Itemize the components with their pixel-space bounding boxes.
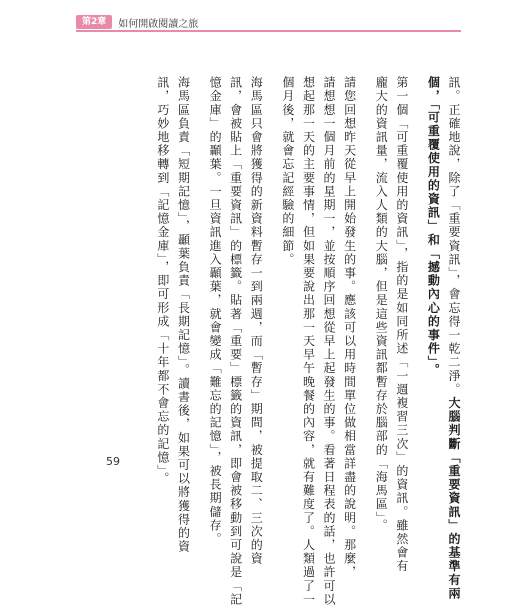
text-column [225, 76, 246, 606]
text-column [423, 76, 444, 416]
text-run: 請想想一個月前的星期一，並按順序回想從早上起發生的事。看著日程表的話，也許可以 [322, 76, 337, 606]
text-column [443, 76, 464, 601]
text-run: 想起那一天的主要事情，但如果要說出那一天早午晚餐的內容，就有難度了。人類過了一 [301, 76, 316, 606]
text-column [173, 76, 194, 554]
header-rule [76, 30, 461, 32]
chapter-title: 如何開啟閱讀之旅 [118, 18, 199, 30]
text-run: 海馬區負責「短期記憶」，顳葉負責「長期記憶」。讀書後，如果可以將獲得的資 [176, 76, 191, 554]
text-run: 訊，巧妙地移轉到「記憶金庫」，即可形成「十年都不會忘的記憶」。 [155, 76, 170, 486]
bold-text-run: 個，「可重覆使用的資訊」和「撼動內心的事件」。 [426, 76, 441, 377]
text-column [298, 76, 319, 606]
text-run: 龐大的資訊量，流入人類的大腦，但是這些資訊都暫存於腦部的「海馬區」。 [374, 76, 389, 533]
text-run: 訊，會被貼上「重要資訊」的標籤。貼著「重要」標籤的資訊，即會被移動到可說是「記 [228, 76, 243, 606]
text-run: 憶金庫」的顳葉。一旦資訊進入顳葉，就會變成「難忘的記憶」，被長期儲存。 [208, 76, 223, 546]
paragraph-gap [360, 76, 371, 416]
text-column [152, 76, 173, 486]
text-run: 訊。正確地說，除了「重要資訊」，會忘得一乾二淨。 [447, 76, 461, 397]
running-header [76, 14, 198, 30]
text-column [318, 76, 339, 606]
text-run: 請您回想昨天從早上開始發生的事。應該可以用時間單位做相當詳盡的說明。那麼， [342, 76, 357, 580]
text-run: 海馬區只會將獲得的新資料暫存一到兩週，而「暫存」期間，被提取二、三次的資 [249, 76, 264, 566]
text-column [371, 76, 392, 533]
paragraph-gap [193, 76, 204, 416]
page-number: 59 [106, 455, 120, 468]
bold-text-run: 大腦判斷「重要資訊」的基準有兩 [447, 396, 461, 601]
text-column [391, 76, 412, 574]
text-column [204, 76, 225, 546]
paragraph-gap [266, 76, 277, 416]
text-column [277, 76, 298, 416]
text-run: 個月後，就會忘記經驗的細節。 [280, 76, 295, 267]
text-run: 第一個「可重覆使用的資訊」，指的是如同所述「一週複習三次」的資訊。雖然會有 [394, 76, 409, 574]
text-column [246, 76, 267, 566]
text-column [339, 76, 360, 580]
chapter-badge: 第2章 [76, 15, 112, 29]
paragraph-gap [412, 76, 423, 416]
